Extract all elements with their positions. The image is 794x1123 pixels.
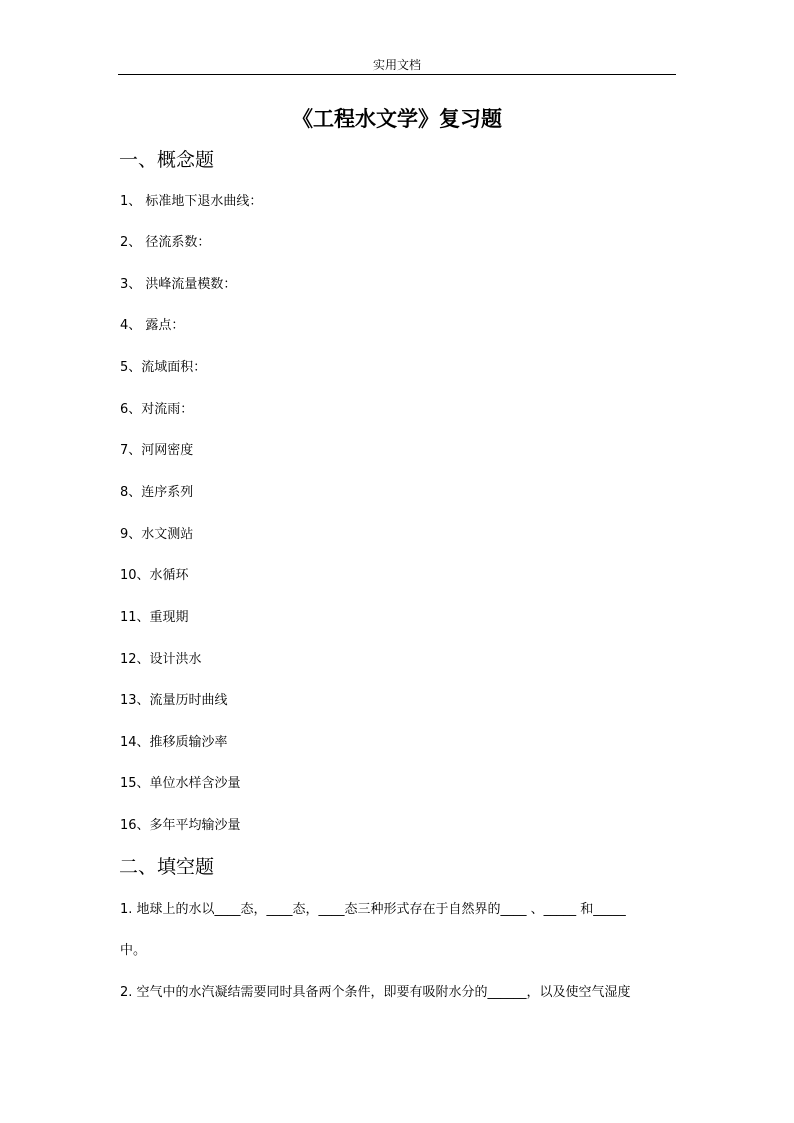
fill-in-question-line: 2. 空气中的水汽凝结需要同时具备两个条件，即要有吸附水分的______，以及使空气湿度 [120, 985, 631, 1000]
fill-in-question-line: 1. 地球上的水以____态，____态，____态三种形式存在于自然界的____ 、_____ 和_____ [120, 902, 626, 917]
section-heading-concepts: 一、概念题 [119, 149, 215, 171]
concept-item: 11、重现期 [120, 610, 189, 625]
concept-item: 13、流量历时曲线 [120, 693, 228, 708]
concept-item: 7、河网密度 [120, 443, 194, 458]
concept-item: 8、连序系列 [120, 485, 194, 500]
concept-item: 5、流域面积： [120, 360, 207, 375]
concept-item: 16、多年平均输沙量 [120, 818, 241, 833]
concept-item: 9、水文测站 [120, 527, 194, 542]
running-header: 实用文档 [372, 58, 421, 72]
concept-item: 6、对流雨： [120, 402, 194, 417]
concept-item: 4、 露点： [120, 318, 185, 333]
header-divider [118, 74, 676, 75]
section-heading-fill-in: 二、填空题 [119, 856, 215, 878]
document-title: 《工程水文学》复习题 [292, 107, 502, 131]
concept-item: 3、 洪峰流量模数： [120, 277, 237, 292]
concept-item: 2、 径流系数： [120, 235, 211, 250]
fill-in-question-line: 中。 [120, 943, 147, 958]
concept-item: 14、推移质输沙率 [120, 735, 228, 750]
concept-item: 10、水循环 [120, 568, 189, 583]
concept-item: 1、 标准地下退水曲线： [120, 194, 263, 209]
concept-item: 15、单位水样含沙量 [120, 776, 241, 791]
concept-item: 12、设计洪水 [120, 652, 202, 667]
